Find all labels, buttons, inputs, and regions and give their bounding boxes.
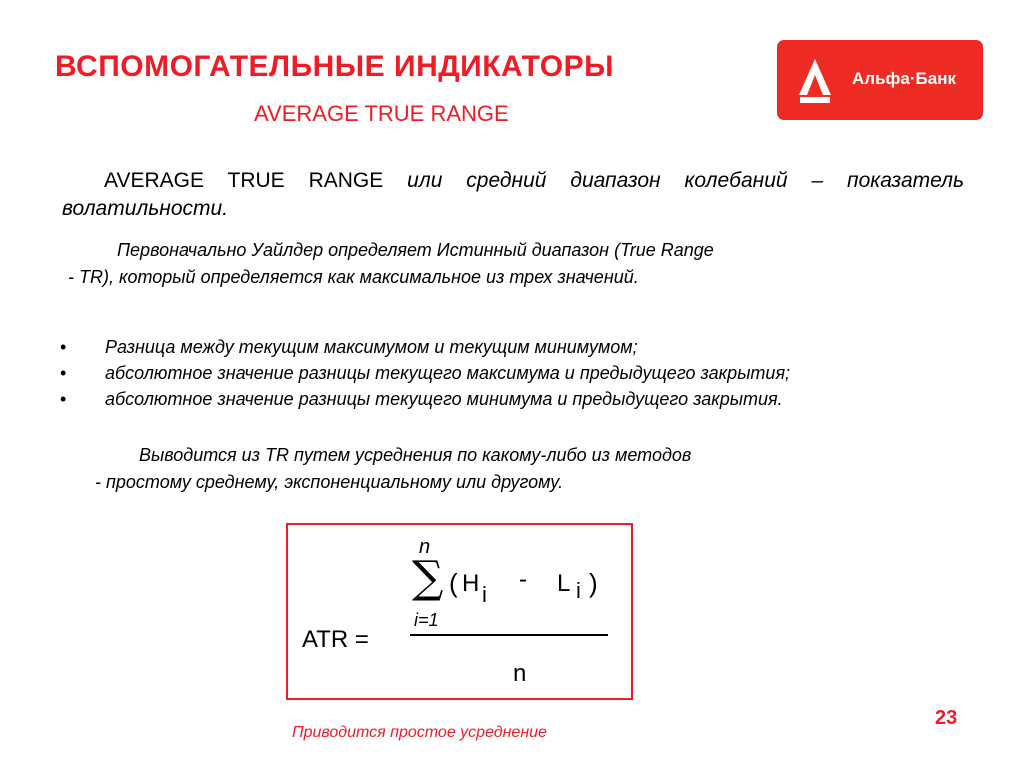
formula-box xyxy=(286,523,633,700)
formula-denominator: n xyxy=(513,660,527,687)
logo-text: Альфа·Банк xyxy=(852,69,956,88)
open-paren: ( xyxy=(449,568,458,598)
slide-title: ВСПОМОГАТЕЛЬНЫЕ ИНДИКАТОРЫ xyxy=(55,50,614,83)
list-item xyxy=(60,334,790,360)
slide-subtitle: AVERAGE TRUE RANGE xyxy=(254,101,509,126)
averaging-line-1: Выводится из TR путем усреднения по какому-либо из методов xyxy=(139,445,692,465)
bullet-marker: • xyxy=(60,337,67,357)
bullet-marker: • xyxy=(60,389,67,409)
list-item xyxy=(60,386,790,412)
bullet-marker: • xyxy=(60,363,67,383)
fraction-bar xyxy=(410,634,608,636)
page-number: 23 xyxy=(935,707,958,729)
true-range-list xyxy=(60,334,790,412)
sum-lower-limit: i=1 xyxy=(414,610,439,630)
l-term: L xyxy=(557,570,571,597)
definition-text: или средний диапазон колебаний – показатель волатильности. xyxy=(62,169,964,220)
alfa-a-logo-icon xyxy=(795,57,835,105)
list-item-text: абсолютное значение разницы текущего минимума и предыдущего закрытия. xyxy=(105,389,783,409)
bank-logo xyxy=(777,40,983,120)
sum-upper-limit: n xyxy=(419,536,431,558)
minus-sign: - xyxy=(519,566,527,593)
l-subscript: i xyxy=(576,578,581,603)
true-range-line-1: Первоначально Уайлдер определяет Истинный диапазон (True Range xyxy=(117,240,714,260)
h-term: H xyxy=(462,570,480,597)
definition-paragraph xyxy=(62,167,964,223)
definition-lead: AVERAGE TRUE RANGE xyxy=(104,169,384,192)
list-item-text: абсолютное значение разницы текущего максимума и предыдущего закрытия; xyxy=(105,363,791,383)
footnote: Приводится простое усреднение xyxy=(292,724,547,741)
close-paren: ) xyxy=(589,568,598,598)
sum-symbol: ∑ xyxy=(412,552,444,603)
averaging-line-2: - простому среднему, экспоненциальному или другому. xyxy=(95,472,564,492)
list-item-text: Разница между текущим максимумом и текущим минимумом; xyxy=(105,337,638,357)
h-subscript: i xyxy=(482,582,487,607)
formula-lhs: ATR = xyxy=(302,626,369,653)
true-range-line-2: - TR), который определяется как максимальное из трех значений. xyxy=(68,267,639,287)
list-item xyxy=(60,360,790,386)
